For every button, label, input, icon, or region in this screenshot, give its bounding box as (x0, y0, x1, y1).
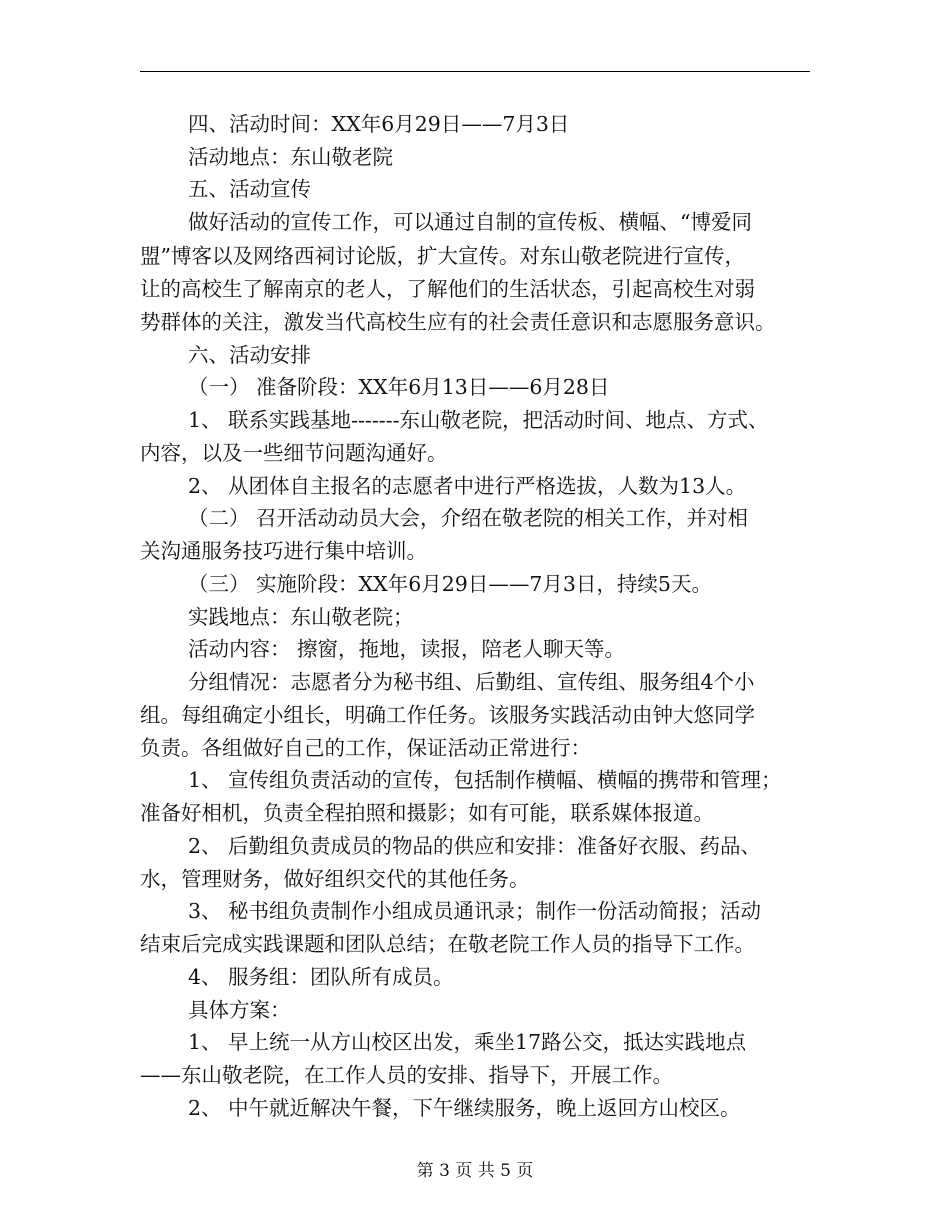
text-line: 2、 中午就近解决午餐，下午继续服务，晚上返回方山校区。 (188, 1096, 741, 1120)
text-line: 4、 服务组：团队所有成员。 (188, 965, 454, 989)
text-line: 六、活动安排 (188, 343, 311, 367)
text-line: 具体方案： (188, 998, 291, 1022)
text-line: 分组情况：志愿者分为秘书组、后勤组、宣传组、服务组4个小 (188, 670, 755, 694)
text-line: 让的高校生了解南京的老人，了解他们的生活状态，引起高校生对弱 (140, 277, 755, 301)
text-line: 做好活动的宣传工作，可以通过自制的宣传板、横幅、“博爱同 (188, 210, 752, 234)
text-line: 关沟通服务技巧进行集中培训。 (140, 539, 427, 563)
text-line: 四、活动时间：XX年6月29日——7月3日 (188, 112, 570, 136)
text-line: （三） 实施阶段：XX年6月29日——7月3日，持续5天。 (188, 572, 712, 596)
text-line: 1、 宣传组负责活动的宣传，包括制作横幅、横幅的携带和管理； (188, 768, 782, 792)
text-line: 结束后完成实践课题和团队总结；在敬老院工作人员的指导下工作。 (140, 932, 755, 956)
text-line: ——东山敬老院，在工作人员的安排、指导下，开展工作。 (140, 1063, 673, 1087)
text-line: 2、 后勤组负责成员的物品的供应和安排：准备好衣服、药品、 (188, 834, 762, 858)
text-line: 内容，以及一些细节问题沟通好。 (140, 441, 448, 465)
text-line: 负责。各组做好自己的工作，保证活动正常进行： (140, 736, 591, 760)
text-line: 1、 早上统一从方山校区出发，乘坐17路公交，抵达实践地点 (188, 1030, 747, 1054)
text-line: 1、 联系实践基地-------东山敬老院，把活动时间、地点、方式、 (188, 408, 769, 432)
text-line: 五、活动宣传 (188, 177, 311, 201)
header-rule (140, 71, 810, 72)
text-line: 2、 从团体自主报名的志愿者中进行严格选拔，人数为13人。 (188, 474, 747, 498)
text-line: 势群体的关注，激发当代高校生应有的社会责任意识和志愿服务意识。 (140, 310, 776, 334)
text-line: 3、 秘书组负责制作小组成员通讯录；制作一份活动简报；活动 (188, 899, 762, 923)
text-line: （二） 召开活动动员大会，介绍在敬老院的相关工作，并对相 (188, 506, 749, 530)
text-line: 活动内容： 擦窗，拖地，读报，陪老人聊天等。 (188, 637, 626, 661)
text-line: 活动地点：东山敬老院 (188, 145, 393, 169)
text-line: 盟”博客以及网络西祠讨论版，扩大宣传。对东山敬老院进行宣传， (140, 244, 745, 268)
text-line: 组。每组确定小组长，明确工作任务。该服务实践活动由钟大悠同学 (140, 703, 755, 727)
text-line: （一） 准备阶段：XX年6月13日——6月28日 (188, 375, 610, 399)
text-line: 实践地点：东山敬老院； (188, 605, 414, 629)
text-line: 准备好相机，负责全程拍照和摄影；如有可能，联系媒体报道。 (140, 801, 714, 825)
page-number: 第 3 页 共 5 页 (416, 1161, 534, 1181)
text-line: 水，管理财务，做好组织交代的其他任务。 (140, 867, 530, 891)
